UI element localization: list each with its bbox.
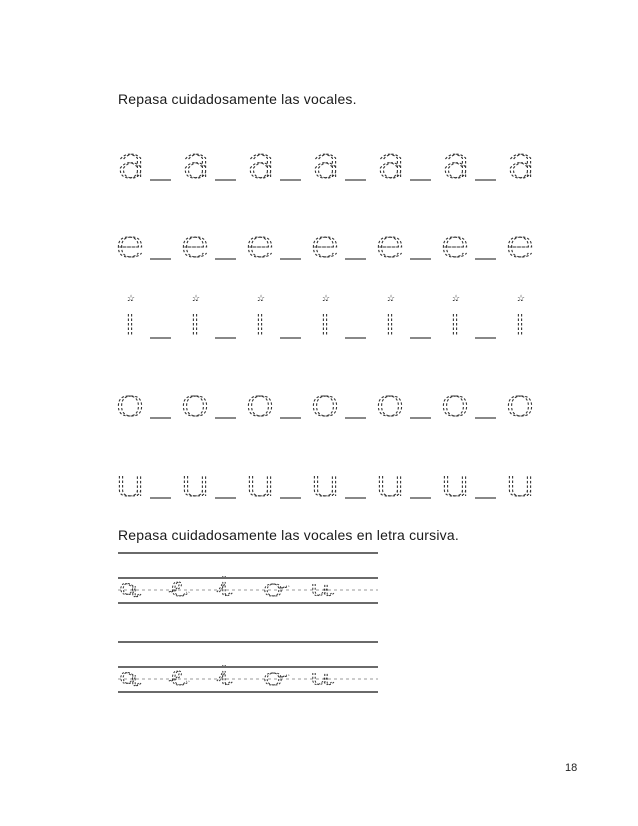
svg-text:☆: ☆ [192, 294, 201, 304]
cursive-letter-i [217, 576, 233, 596]
traced-letter-i [127, 294, 135, 336]
svg-text:☆: ☆ [517, 294, 526, 304]
traced-letter-a [510, 154, 530, 178]
traced-letter-u [444, 476, 465, 496]
traced-letter-a [185, 154, 205, 178]
traced-letter-o [248, 396, 271, 416]
svg-text:☆: ☆ [127, 294, 136, 304]
traced-letter-u [184, 476, 205, 496]
traced-letter-e [118, 237, 141, 257]
trace-row-e [116, 213, 546, 261]
traced-letter-i [517, 294, 525, 336]
svg-text:☆: ☆ [452, 294, 461, 304]
traced-letter-a [315, 154, 335, 178]
cursive-letter-e [169, 582, 189, 596]
svg-text:☆: ☆ [387, 294, 396, 304]
svg-text:☆: ☆ [257, 294, 266, 304]
traced-letter-i [387, 294, 395, 336]
traced-letter-a [380, 154, 400, 178]
cursive-letter-e [169, 671, 189, 685]
page-number: 18 [565, 762, 578, 774]
traced-letter-i [192, 294, 200, 336]
traced-letter-a [120, 154, 140, 178]
trace-row-o [116, 372, 546, 420]
traced-letter-o [378, 396, 401, 416]
traced-letter-i [257, 294, 265, 336]
trace-row-a [116, 134, 546, 182]
print-instruction: Repasa cuidadosamente las vocales. [118, 91, 357, 107]
traced-letter-i [322, 294, 330, 336]
traced-letter-e [443, 237, 466, 257]
traced-letter-e [508, 237, 531, 257]
traced-letter-u [314, 476, 335, 496]
traced-letter-o [443, 396, 466, 416]
traced-letter-o [118, 396, 141, 416]
cursive-instruction: Repasa cuidadosamente las vocales en letra cursiva. [118, 527, 459, 543]
traced-letter-a [445, 154, 465, 178]
traced-letter-a [250, 154, 270, 178]
traced-letter-o [508, 396, 531, 416]
traced-letter-i [452, 294, 460, 336]
cursive-block-2 [118, 637, 380, 704]
traced-letter-e [378, 237, 401, 257]
cursive-block-1 [118, 548, 380, 615]
svg-text:☆: ☆ [322, 294, 331, 304]
trace-row-u [116, 452, 546, 500]
traced-letter-o [313, 396, 336, 416]
traced-letter-u [119, 476, 140, 496]
traced-letter-u [249, 476, 270, 496]
traced-letter-e [183, 237, 206, 257]
cursive-letter-i [217, 665, 233, 685]
traced-letter-u [509, 476, 530, 496]
traced-letter-u [379, 476, 400, 496]
traced-letter-o [183, 396, 206, 416]
traced-letter-e [248, 237, 271, 257]
traced-letter-e [313, 237, 336, 257]
trace-row-i [116, 292, 546, 340]
